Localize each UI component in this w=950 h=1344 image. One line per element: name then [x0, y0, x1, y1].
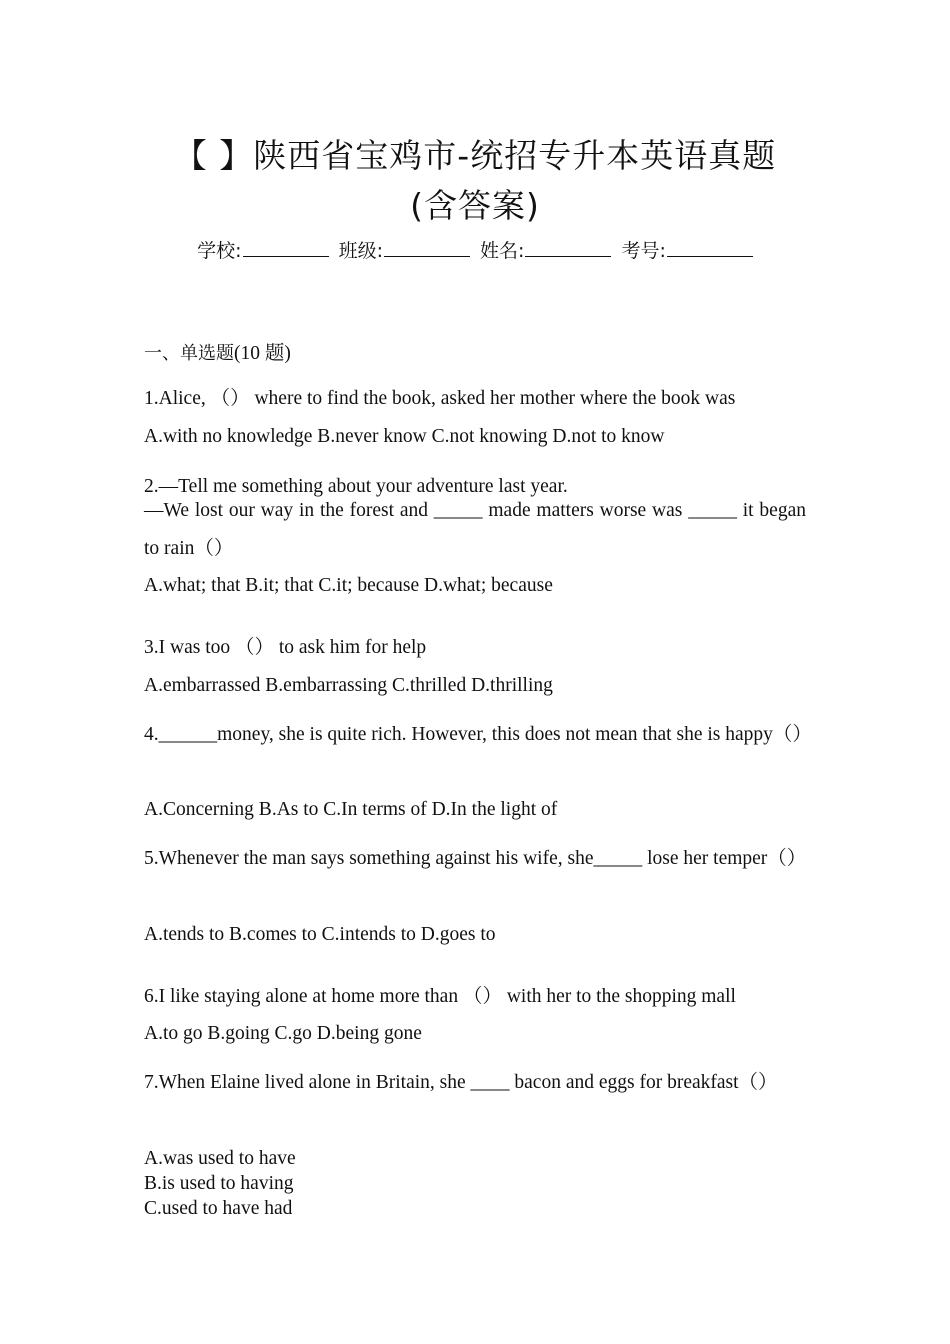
question-7-stem: 7.When Elaine lived alone in Britain, she ____ bacon and eggs for breakfast（）	[144, 1072, 778, 1093]
section-heading-count: (10 题)	[234, 343, 291, 364]
question-7-option-a: A.was used to have	[144, 1148, 296, 1169]
question-3-options: A.embarrassed B.embarrassing C.thrilled D.thrilling	[144, 675, 553, 696]
class-blank	[384, 236, 470, 257]
section-heading-label: 一、单选题	[144, 343, 234, 364]
class-field	[339, 236, 470, 263]
question-7-option-b: B.is used to having	[144, 1173, 294, 1194]
question-2-stem-line2: —We lost our way in the forest and _____ made matters worse was _____ it began to rain（）	[144, 500, 806, 559]
class-label: 班级:	[338, 240, 383, 262]
school-blank	[243, 236, 329, 257]
question-7-option-c: C.used to have had	[144, 1198, 293, 1219]
school-label: 学校:	[197, 240, 242, 262]
question-1-options: A.with no knowledge B.never know C.not knowing D.not to know	[144, 426, 665, 447]
question-4-options: A.Concerning B.As to C.In terms of D.In the light of	[144, 799, 558, 820]
question-5-options: A.tends to B.comes to C.intends to D.goes to	[144, 924, 496, 945]
question-2-stem-line1: 2.—Tell me something about your adventure last year.	[144, 476, 568, 497]
document-title: 【 】陕西省宝鸡市-统招专升本英语真题	[173, 136, 777, 175]
document-subtitle: (含答案)	[410, 186, 540, 225]
name-label: 姓名:	[480, 240, 525, 262]
question-1-stem: 1.Alice, （） where to find the book, asked her mother where the book was	[144, 388, 736, 409]
question-5-stem: 5.Whenever the man says something against his wife, she_____ lose her temper（）	[144, 848, 807, 869]
exam-number-blank	[667, 236, 753, 257]
exam-number-label: 考号:	[621, 240, 666, 262]
question-4-stem: 4.______money, she is quite rich. However, this does not mean that she is happy（）	[144, 724, 812, 745]
name-blank	[525, 236, 611, 257]
school-field	[197, 236, 328, 263]
section-heading	[144, 337, 291, 365]
question-6-options: A.to go B.going C.go D.being gone	[144, 1023, 422, 1044]
question-2-options: A.what; that B.it; that C.it; because D.what; because	[144, 575, 553, 596]
question-3-stem: 3.I was too （） to ask him for help	[144, 637, 427, 658]
question-6-stem: 6.I like staying alone at home more than （） with her to the shopping mall	[144, 986, 736, 1007]
name-field	[480, 236, 611, 263]
student-info-fields	[0, 236, 950, 263]
exam-number-field	[621, 236, 752, 263]
